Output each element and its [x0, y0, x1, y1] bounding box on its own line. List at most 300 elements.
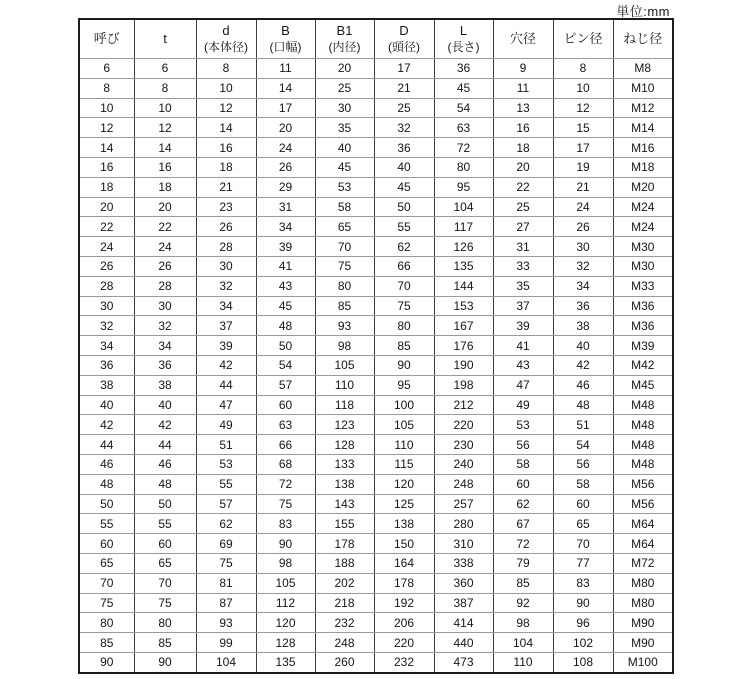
- table-cell: 66: [256, 435, 315, 455]
- table-cell: 10: [79, 98, 134, 118]
- table-cell: 16: [493, 118, 553, 138]
- table-cell: 120: [256, 613, 315, 633]
- table-cell: 50: [134, 494, 196, 514]
- table-cell: 6: [134, 59, 196, 79]
- table-cell: 108: [553, 652, 613, 672]
- table-cell: 42: [196, 355, 256, 375]
- table-cell: 65: [553, 514, 613, 534]
- table-cell: 53: [315, 177, 374, 197]
- table-cell: 14: [134, 138, 196, 158]
- table-row: [79, 593, 673, 613]
- table-cell: 92: [493, 593, 553, 613]
- table-cell: 44: [134, 435, 196, 455]
- table-cell: 14: [79, 138, 134, 158]
- table-cell: 54: [553, 435, 613, 455]
- table-cell: 55: [196, 474, 256, 494]
- table-cell: 34: [196, 296, 256, 316]
- table-cell: 35: [493, 276, 553, 296]
- table-cell: 28: [79, 276, 134, 296]
- table-cell: 26: [256, 157, 315, 177]
- table-row: [79, 435, 673, 455]
- table-cell: 38: [134, 375, 196, 395]
- table-cell: 10: [196, 78, 256, 98]
- table-cell: 26: [79, 256, 134, 276]
- table-cell: 220: [374, 633, 434, 653]
- table-cell: 90: [79, 652, 134, 672]
- table-cell: M12: [613, 98, 673, 118]
- table-cell: M10: [613, 78, 673, 98]
- column-header: B (口幅): [256, 19, 315, 59]
- table-cell: 11: [493, 78, 553, 98]
- table-cell: 280: [434, 514, 493, 534]
- table-cell: 36: [553, 296, 613, 316]
- table-cell: 20: [256, 118, 315, 138]
- table-cell: 118: [315, 395, 374, 415]
- table-header: [79, 19, 673, 59]
- table-cell: 41: [493, 336, 553, 356]
- table-cell: 37: [493, 296, 553, 316]
- table-cell: 72: [434, 138, 493, 158]
- table-cell: 248: [315, 633, 374, 653]
- table-cell: 58: [553, 474, 613, 494]
- table-cell: 32: [196, 276, 256, 296]
- table-cell: 62: [374, 237, 434, 257]
- table-cell: 40: [134, 395, 196, 415]
- table-cell: 35: [315, 118, 374, 138]
- table-cell: M24: [613, 217, 673, 237]
- table-row: [79, 217, 673, 237]
- table-cell: M48: [613, 454, 673, 474]
- table-cell: 56: [553, 454, 613, 474]
- table-cell: 15: [553, 118, 613, 138]
- table-cell: 45: [315, 157, 374, 177]
- table-cell: 104: [196, 652, 256, 672]
- table-cell: 57: [256, 375, 315, 395]
- table-cell: M18: [613, 157, 673, 177]
- table-cell: M42: [613, 355, 673, 375]
- table-cell: 23: [196, 197, 256, 217]
- table-cell: 62: [196, 514, 256, 534]
- table-row: [79, 118, 673, 138]
- table-row: [79, 375, 673, 395]
- table-cell: 20: [315, 59, 374, 79]
- table-cell: 30: [134, 296, 196, 316]
- table-cell: 80: [374, 316, 434, 336]
- table-row: [79, 355, 673, 375]
- table-cell: 31: [493, 237, 553, 257]
- table-cell: 75: [256, 494, 315, 514]
- table-cell: 72: [256, 474, 315, 494]
- table-cell: 90: [134, 652, 196, 672]
- table-cell: 25: [493, 197, 553, 217]
- table-cell: M30: [613, 237, 673, 257]
- table-cell: M56: [613, 494, 673, 514]
- table-cell: 63: [434, 118, 493, 138]
- table-cell: 13: [493, 98, 553, 118]
- table-cell: 29: [256, 177, 315, 197]
- table-cell: 102: [553, 633, 613, 653]
- table-cell: 60: [493, 474, 553, 494]
- table-row: [79, 415, 673, 435]
- table-cell: 57: [196, 494, 256, 514]
- table-cell: 19: [553, 157, 613, 177]
- table-cell: 40: [79, 395, 134, 415]
- table-cell: 18: [493, 138, 553, 158]
- table-cell: 440: [434, 633, 493, 653]
- table-cell: 80: [79, 613, 134, 633]
- spec-table: [78, 18, 674, 674]
- table-cell: 126: [434, 237, 493, 257]
- table-cell: 138: [374, 514, 434, 534]
- table-cell: 75: [134, 593, 196, 613]
- table-cell: 93: [315, 316, 374, 336]
- table-cell: 75: [315, 256, 374, 276]
- column-header: 呼び: [79, 19, 134, 59]
- table-cell: 99: [196, 633, 256, 653]
- table-cell: 6: [79, 59, 134, 79]
- table-cell: M64: [613, 534, 673, 554]
- column-header: d (本体径): [196, 19, 256, 59]
- table-cell: 10: [134, 98, 196, 118]
- table-row: [79, 98, 673, 118]
- table-cell: 37: [196, 316, 256, 336]
- table-cell: 51: [553, 415, 613, 435]
- table-cell: 218: [315, 593, 374, 613]
- table-cell: 135: [256, 652, 315, 672]
- table-cell: 44: [79, 435, 134, 455]
- table-cell: M20: [613, 177, 673, 197]
- table-cell: M56: [613, 474, 673, 494]
- table-row: [79, 177, 673, 197]
- table-cell: 85: [79, 633, 134, 653]
- table-cell: 32: [374, 118, 434, 138]
- table-cell: 75: [374, 296, 434, 316]
- table-cell: 30: [553, 237, 613, 257]
- table-cell: 68: [256, 454, 315, 474]
- table-cell: 80: [134, 613, 196, 633]
- table-cell: 72: [493, 534, 553, 554]
- table-cell: M90: [613, 613, 673, 633]
- table-cell: 70: [134, 573, 196, 593]
- table-cell: M90: [613, 633, 673, 653]
- table-cell: 98: [493, 613, 553, 633]
- table-cell: 81: [196, 573, 256, 593]
- table-cell: 26: [196, 217, 256, 237]
- table-cell: 55: [134, 514, 196, 534]
- table-cell: 178: [315, 534, 374, 554]
- table-cell: 66: [374, 256, 434, 276]
- table-cell: 25: [315, 78, 374, 98]
- table-cell: 414: [434, 613, 493, 633]
- table-cell: 48: [79, 474, 134, 494]
- table-cell: 138: [315, 474, 374, 494]
- table-cell: 55: [79, 514, 134, 534]
- table-cell: 360: [434, 573, 493, 593]
- table-cell: M39: [613, 336, 673, 356]
- table-cell: 26: [553, 217, 613, 237]
- table-cell: 190: [434, 355, 493, 375]
- table-cell: 230: [434, 435, 493, 455]
- table-cell: 34: [134, 336, 196, 356]
- table-cell: M72: [613, 553, 673, 573]
- table-cell: 150: [374, 534, 434, 554]
- table-cell: 188: [315, 553, 374, 573]
- table-cell: 36: [134, 355, 196, 375]
- table-cell: 133: [315, 454, 374, 474]
- table-cell: 26: [134, 256, 196, 276]
- table-cell: 80: [434, 157, 493, 177]
- table-row: [79, 573, 673, 593]
- table-cell: 27: [493, 217, 553, 237]
- table-cell: 60: [134, 534, 196, 554]
- table-cell: 9: [493, 59, 553, 79]
- table-row: [79, 652, 673, 672]
- table-row: [79, 553, 673, 573]
- table-row: [79, 276, 673, 296]
- table-cell: 24: [79, 237, 134, 257]
- table-cell: 212: [434, 395, 493, 415]
- table-cell: 49: [493, 395, 553, 415]
- table-cell: 206: [374, 613, 434, 633]
- table-cell: 21: [196, 177, 256, 197]
- table-cell: 62: [493, 494, 553, 514]
- table-cell: 34: [79, 336, 134, 356]
- table-cell: 45: [434, 78, 493, 98]
- table-cell: 55: [374, 217, 434, 237]
- table-cell: 338: [434, 553, 493, 573]
- table-cell: 42: [134, 415, 196, 435]
- table-row: [79, 474, 673, 494]
- table-cell: 8: [196, 59, 256, 79]
- table-cell: 85: [134, 633, 196, 653]
- table-cell: 60: [553, 494, 613, 514]
- table-cell: 12: [134, 118, 196, 138]
- table-cell: 155: [315, 514, 374, 534]
- table-cell: 104: [434, 197, 493, 217]
- table-cell: 54: [256, 355, 315, 375]
- table-row: [79, 197, 673, 217]
- column-header: L (長さ): [434, 19, 493, 59]
- table-cell: 48: [134, 474, 196, 494]
- table-row: [79, 78, 673, 98]
- table-row: [79, 157, 673, 177]
- table-cell: 56: [493, 435, 553, 455]
- table-cell: 40: [553, 336, 613, 356]
- table-cell: 387: [434, 593, 493, 613]
- unit-label: 単位:mm: [616, 4, 670, 19]
- table-cell: 39: [256, 237, 315, 257]
- table-cell: 46: [553, 375, 613, 395]
- table-cell: 260: [315, 652, 374, 672]
- table-cell: 34: [553, 276, 613, 296]
- table-cell: 20: [134, 197, 196, 217]
- table-cell: M36: [613, 316, 673, 336]
- table-cell: 39: [196, 336, 256, 356]
- table-cell: 220: [434, 415, 493, 435]
- table-cell: 32: [553, 256, 613, 276]
- table-cell: 10: [553, 78, 613, 98]
- table-cell: 65: [134, 553, 196, 573]
- column-header: t: [134, 19, 196, 59]
- table-cell: 70: [553, 534, 613, 554]
- table-cell: 83: [553, 573, 613, 593]
- table-cell: 100: [374, 395, 434, 415]
- table-cell: 117: [434, 217, 493, 237]
- table-row: [79, 534, 673, 554]
- table-cell: 257: [434, 494, 493, 514]
- table-cell: 58: [315, 197, 374, 217]
- table-cell: 65: [79, 553, 134, 573]
- table-cell: 48: [553, 395, 613, 415]
- table-cell: 12: [196, 98, 256, 118]
- table-cell: 128: [315, 435, 374, 455]
- table-cell: 70: [374, 276, 434, 296]
- table-cell: M45: [613, 375, 673, 395]
- table-row: [79, 613, 673, 633]
- table-cell: 46: [79, 454, 134, 474]
- table-cell: 14: [196, 118, 256, 138]
- table-cell: 310: [434, 534, 493, 554]
- table-cell: 178: [374, 573, 434, 593]
- table-cell: 153: [434, 296, 493, 316]
- table-cell: 11: [256, 59, 315, 79]
- table-cell: 48: [256, 316, 315, 336]
- table-cell: M33: [613, 276, 673, 296]
- table-cell: 45: [256, 296, 315, 316]
- column-header: 穴径: [493, 19, 553, 59]
- table-cell: M14: [613, 118, 673, 138]
- table-cell: 21: [553, 177, 613, 197]
- table-cell: 63: [256, 415, 315, 435]
- table-cell: 51: [196, 435, 256, 455]
- table-row: [79, 494, 673, 514]
- table-cell: 192: [374, 593, 434, 613]
- column-header: D (頭径): [374, 19, 434, 59]
- table-cell: 47: [493, 375, 553, 395]
- column-header: B1 (内径): [315, 19, 374, 59]
- table-cell: 96: [553, 613, 613, 633]
- table-cell: M16: [613, 138, 673, 158]
- table-cell: 45: [374, 177, 434, 197]
- table-cell: 42: [553, 355, 613, 375]
- table-cell: 70: [79, 573, 134, 593]
- header-row: [79, 19, 673, 59]
- table-row: [79, 514, 673, 534]
- table-row: [79, 395, 673, 415]
- table-cell: 53: [493, 415, 553, 435]
- table-row: [79, 237, 673, 257]
- table-cell: 167: [434, 316, 493, 336]
- table-cell: 41: [256, 256, 315, 276]
- table-cell: 95: [434, 177, 493, 197]
- table-cell: 248: [434, 474, 493, 494]
- table-cell: M24: [613, 197, 673, 217]
- table-cell: 24: [134, 237, 196, 257]
- table-cell: M80: [613, 573, 673, 593]
- table-cell: 54: [434, 98, 493, 118]
- table-cell: 25: [374, 98, 434, 118]
- table-cell: 70: [315, 237, 374, 257]
- table-cell: 176: [434, 336, 493, 356]
- table-cell: M48: [613, 395, 673, 415]
- table-cell: 135: [434, 256, 493, 276]
- table-cell: 128: [256, 633, 315, 653]
- table-cell: 87: [196, 593, 256, 613]
- table-cell: 80: [315, 276, 374, 296]
- table-cell: 69: [196, 534, 256, 554]
- table-cell: 85: [374, 336, 434, 356]
- table-cell: 39: [493, 316, 553, 336]
- table-cell: 50: [79, 494, 134, 514]
- table-cell: 49: [196, 415, 256, 435]
- table-cell: 120: [374, 474, 434, 494]
- table-cell: 38: [79, 375, 134, 395]
- column-header: ピン径: [553, 19, 613, 59]
- table-cell: 8: [553, 59, 613, 79]
- table-cell: 67: [493, 514, 553, 534]
- table-cell: M8: [613, 59, 673, 79]
- table-cell: 17: [553, 138, 613, 158]
- table-body: [79, 59, 673, 673]
- table-cell: 16: [79, 157, 134, 177]
- table-row: [79, 256, 673, 276]
- table-cell: 36: [79, 355, 134, 375]
- table-cell: 98: [256, 553, 315, 573]
- table-cell: 18: [196, 157, 256, 177]
- table-cell: 75: [196, 553, 256, 573]
- table-cell: 20: [79, 197, 134, 217]
- table-cell: 30: [315, 98, 374, 118]
- table-cell: 50: [256, 336, 315, 356]
- table-row: [79, 296, 673, 316]
- table-cell: 24: [256, 138, 315, 158]
- table-cell: M48: [613, 415, 673, 435]
- table-cell: 43: [256, 276, 315, 296]
- table-cell: 85: [493, 573, 553, 593]
- table-cell: 44: [196, 375, 256, 395]
- table-cell: 110: [315, 375, 374, 395]
- table-cell: 8: [134, 78, 196, 98]
- table-cell: 98: [315, 336, 374, 356]
- table-cell: 240: [434, 454, 493, 474]
- table-cell: 77: [553, 553, 613, 573]
- table-cell: 473: [434, 652, 493, 672]
- table-row: [79, 138, 673, 158]
- table-cell: 58: [493, 454, 553, 474]
- table-cell: 12: [79, 118, 134, 138]
- table-cell: 95: [374, 375, 434, 395]
- table-cell: 22: [79, 217, 134, 237]
- table-cell: 105: [256, 573, 315, 593]
- table-cell: 22: [493, 177, 553, 197]
- table-cell: 90: [374, 355, 434, 375]
- table-cell: 20: [493, 157, 553, 177]
- table-cell: 202: [315, 573, 374, 593]
- table-cell: 17: [374, 59, 434, 79]
- table-cell: 38: [553, 316, 613, 336]
- table-cell: 36: [374, 138, 434, 158]
- table-cell: M36: [613, 296, 673, 316]
- table-cell: 47: [196, 395, 256, 415]
- table-cell: 125: [374, 494, 434, 514]
- table-cell: 34: [256, 217, 315, 237]
- table-cell: 90: [256, 534, 315, 554]
- column-header: ねじ径: [613, 19, 673, 59]
- table-cell: 60: [256, 395, 315, 415]
- table-cell: 31: [256, 197, 315, 217]
- table-cell: 12: [553, 98, 613, 118]
- table-cell: 28: [134, 276, 196, 296]
